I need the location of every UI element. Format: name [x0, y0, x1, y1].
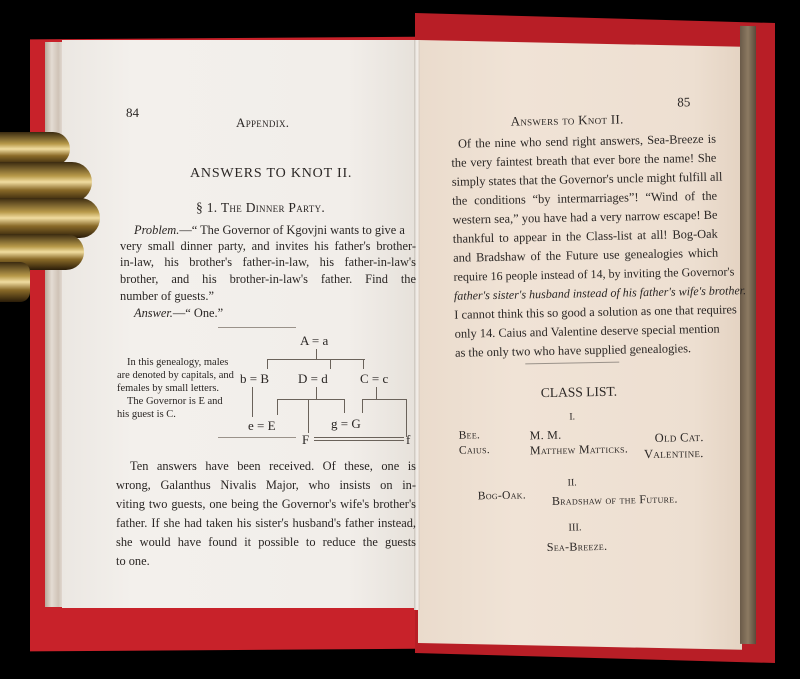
class-2-name-bradshaw: Bradshaw of the Future. [551, 491, 678, 508]
right-line-12: as the only two who have supplied genealogies. [454, 341, 692, 360]
body-line-3: viting two guests, one being the Governor's wife's brother's [116, 497, 416, 511]
class-1-name-bee: Bee. [458, 429, 481, 442]
problem-line-4: brother, and his brother-in-law's father. Find the [120, 272, 416, 286]
answer-label: Answer. [134, 306, 173, 320]
class-2-numeral: II. [567, 477, 577, 489]
class-1-name-mm: M. M. [529, 427, 562, 443]
right-line-2: the very faintest breath that ever bore the name! She [451, 150, 717, 170]
node-C-c: C = c [360, 371, 389, 386]
problem-line-5: number of guests.” [120, 289, 214, 303]
body-line-4: father. If she had taken his sister's husband's father instead, [116, 516, 416, 530]
node-D-d: D = d [298, 371, 328, 386]
node-b-B: b = B [240, 371, 270, 386]
chapter-title: ANSWERS TO KNOT II. [190, 166, 353, 181]
body-line-6: to one. [116, 554, 150, 568]
right-line-9: father's sister's husband instead of his father's wife's brother. [453, 283, 747, 303]
genealogy-note-1: In this genealogy, males [127, 357, 229, 368]
problem-line-3: in-law, his brother's father-in-law, his father-in-law's [120, 255, 416, 269]
body-line-1: Ten answers have been received. Of these, one is [130, 459, 416, 473]
class-3-name-sea-breeze: Sea-Breeze. [546, 538, 608, 555]
genealogy-note-4: The Governor is E and [127, 396, 223, 407]
genealogy-note-3: females by small letters. [117, 383, 220, 394]
running-head-right: Answers to Knot II. [510, 111, 624, 129]
class-1-numeral: I. [569, 411, 576, 423]
node-g-G: g = G [331, 416, 361, 431]
class-1-name-matthew-matticks: Matthew Matticks. [529, 441, 629, 458]
right-line-6: thankful to appear in the Class-list at all! Bog-Oak [452, 226, 718, 246]
right-line-1: Of the nine who send right answers, Sea-Breeze is [457, 131, 717, 151]
class-2-name-bog-oak: Bog-Oak. [477, 489, 527, 503]
node-f: f [406, 432, 411, 447]
answer-line: Answer.—“ One.” [134, 306, 224, 320]
right-line-5: western sea,” you have had a very narrow escape! Be [452, 207, 718, 227]
problem-label: Problem. [134, 223, 180, 237]
genealogy-note-2: are denoted by capitals, and [117, 370, 234, 381]
right-line-4: the conditions “by intermarriages”! “Wind of the [451, 188, 718, 208]
class-1-name-old-cat: Old Cat. [654, 430, 704, 445]
node-e-E: e = E [248, 418, 276, 433]
body-line-5: she would have found it possible to reduce the guests [116, 535, 416, 549]
class-3-numeral: III. [568, 522, 582, 534]
genealogy-note-5: his guest is C. [117, 409, 176, 420]
right-line-7: and Bradshaw of the Future use genealogies which [453, 245, 719, 265]
running-head-left: Appendix. [236, 115, 290, 130]
problem-line-2: very small dinner party, and invites his father's brother- [120, 239, 416, 253]
class-1-name-valentine: Valentine. [643, 446, 704, 462]
node-F: F [302, 432, 310, 447]
right-line-11: only 14. Caius and Valentine deserve special mention [454, 321, 720, 341]
page-number-right: 85 [677, 94, 691, 110]
section-title: § 1. The Dinner Party. [196, 200, 326, 215]
class-list-title: CLASS LIST. [540, 383, 618, 401]
class-1-name-caius: Caius. [458, 444, 491, 457]
right-line-10: I cannot think this so good a solution as one that requires [454, 302, 737, 322]
body-line-2: wrong, Galanthus Nivalis Major, who insists on in- [116, 478, 416, 492]
page-number-left: 84 [126, 105, 139, 120]
right-line-8: require 16 people instead of 14, by inviting the Governor's [453, 264, 735, 284]
node-A-a: A = a [300, 333, 329, 348]
problem-line-1: Problem.—“ The Governor of Kgovjni wants to give a [134, 223, 405, 237]
divider-rule [525, 362, 619, 365]
right-line-3: simply states that the Governor's uncle might fulfill all [451, 169, 723, 189]
